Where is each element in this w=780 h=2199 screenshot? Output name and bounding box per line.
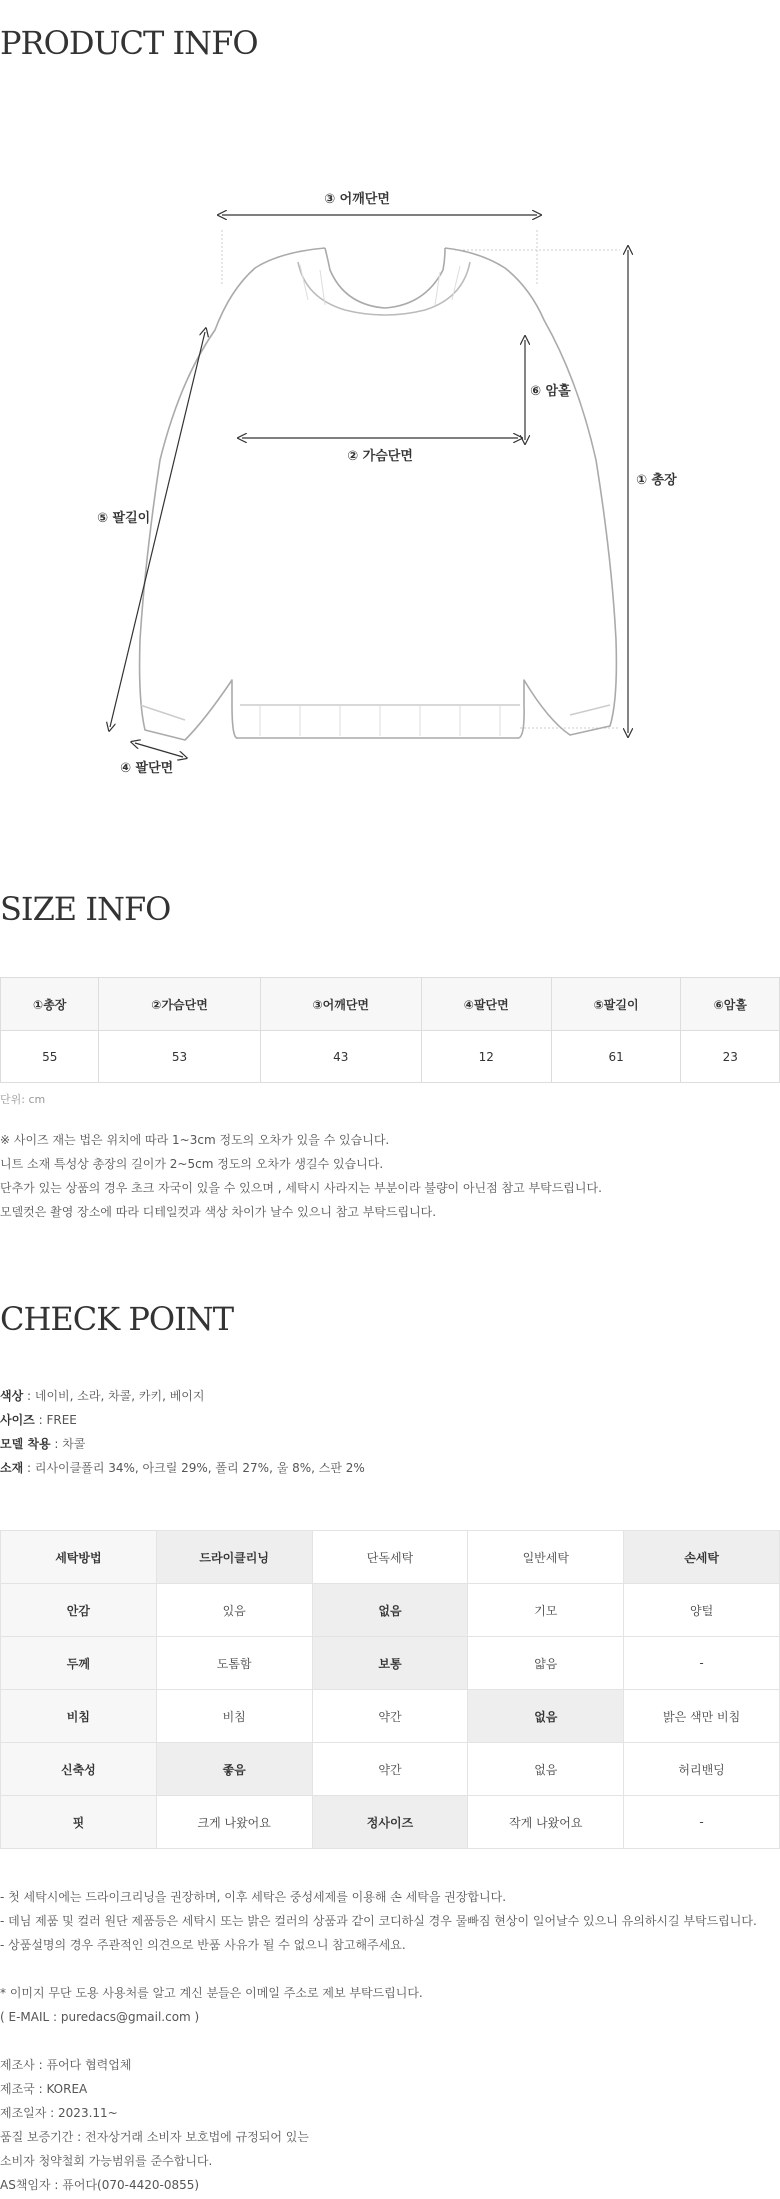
check-cell: 비침 bbox=[156, 1690, 312, 1743]
check-cell: 양털 bbox=[624, 1584, 780, 1637]
unit-label: 단위: cm bbox=[0, 1093, 46, 1106]
size-value: 55 bbox=[1, 1031, 99, 1083]
check-cell: 정사이즈 bbox=[312, 1796, 468, 1849]
footer-line: 소비자 청약철회 가능범위를 준수합니다. bbox=[0, 2154, 213, 2168]
check-cell: 없음 bbox=[468, 1690, 624, 1743]
size-header: ④팔단면 bbox=[421, 978, 551, 1031]
size-header: ⑥암홀 bbox=[681, 978, 780, 1031]
check-cell: 약간 bbox=[312, 1743, 468, 1796]
size-header: ②가슴단면 bbox=[99, 978, 260, 1031]
size-value: 43 bbox=[260, 1031, 421, 1083]
note-line: 단추가 있는 상품의 경우 초크 자국이 있을 수 있으며 , 세탁시 사라지는 부분이라 불량이 아닌점 참고 부탁드립니다. bbox=[0, 1181, 602, 1195]
armhole-label: ⑥ 암홀 bbox=[530, 384, 571, 399]
check-row bbox=[1, 1796, 780, 1849]
footer-line: * 이미지 무단 도용 사용처를 알고 계신 분들은 이메일 주소로 제보 부탁드립니다. bbox=[0, 1986, 423, 2000]
note-line: ※ 사이즈 재는 법은 위치에 따라 1~3cm 정도의 오차가 있을 수 있습니다. bbox=[0, 1133, 390, 1147]
footer-spacer bbox=[0, 2029, 757, 2053]
check-cell: - bbox=[624, 1796, 780, 1849]
footer-line: AS책임자 : 퓨어다(070-4420-0855) bbox=[0, 2178, 200, 2192]
size-value: 53 bbox=[99, 1031, 260, 1083]
sleeve-width-arrow bbox=[135, 743, 183, 757]
check-cell: 일반세탁 bbox=[468, 1531, 624, 1584]
product-spec-list bbox=[0, 1384, 365, 1480]
check-row bbox=[1, 1637, 780, 1690]
spec-color: 색상 : 네이비, 소라, 차콜, 카키, 베이지 bbox=[0, 1389, 205, 1403]
check-row-header: 비침 bbox=[1, 1690, 157, 1743]
check-cell: 없음 bbox=[468, 1743, 624, 1796]
check-row-header: 신축성 bbox=[1, 1743, 157, 1796]
check-cell: 있음 bbox=[156, 1584, 312, 1637]
sleeve-length-label: ⑤ 팔길이 bbox=[97, 511, 151, 526]
footer-line: - 상품설명의 경우 주관적인 의견으로 반품 사유가 될 수 없으니 참고해주세요. bbox=[0, 1938, 406, 1952]
spec-material: 소재 : 리사이클폴리 34%, 아크릴 29%, 폴리 27%, 울 8%, 스판 2% bbox=[0, 1461, 365, 1475]
check-row bbox=[1, 1743, 780, 1796]
check-cell: 없음 bbox=[312, 1584, 468, 1637]
check-cell: 손세탁 bbox=[624, 1531, 780, 1584]
check-cell: 단독세탁 bbox=[312, 1531, 468, 1584]
check-row bbox=[1, 1584, 780, 1637]
size-notes bbox=[0, 1128, 602, 1224]
note-line: 니트 소재 특성상 총장의 길이가 2~5cm 정도의 오차가 생길수 있습니다. bbox=[0, 1157, 384, 1171]
check-cell: 좋음 bbox=[156, 1743, 312, 1796]
check-cell: 허리밴딩 bbox=[624, 1743, 780, 1796]
check-row-header: 세탁방법 bbox=[1, 1531, 157, 1584]
size-table-value-row bbox=[1, 1031, 780, 1083]
size-table bbox=[0, 977, 780, 1083]
sleeve-length-arrow bbox=[110, 332, 205, 727]
size-table-header-row bbox=[1, 978, 780, 1031]
product-info-heading: PRODUCT INFO bbox=[0, 24, 258, 62]
check-point-heading: CHECK POINT bbox=[0, 1300, 234, 1338]
spec-size: 사이즈 : FREE bbox=[0, 1413, 77, 1427]
footer-spacer bbox=[0, 1957, 757, 1981]
check-cell: 드라이클리닝 bbox=[156, 1531, 312, 1584]
check-cell: 보통 bbox=[312, 1637, 468, 1690]
size-value: 23 bbox=[681, 1031, 780, 1083]
footer-line: 제조사 : 퓨어다 협력업체 bbox=[0, 2058, 132, 2072]
check-row-header: 핏 bbox=[1, 1796, 157, 1849]
check-row bbox=[1, 1531, 780, 1584]
check-cell: 도톰함 bbox=[156, 1637, 312, 1690]
shoulder-label: ③ 어깨단면 bbox=[324, 192, 390, 207]
length-label: ① 총장 bbox=[636, 473, 677, 488]
sleeve-width-label: ④ 팔단면 bbox=[120, 761, 174, 776]
chest-label: ② 가슴단면 bbox=[347, 449, 413, 464]
check-row-header: 안감 bbox=[1, 1584, 157, 1637]
check-cell: 크게 나왔어요 bbox=[156, 1796, 312, 1849]
size-info-heading: SIZE INFO bbox=[0, 890, 171, 928]
footer-notes bbox=[0, 1885, 757, 2197]
size-header: ③어깨단면 bbox=[260, 978, 421, 1031]
check-cell: 약간 bbox=[312, 1690, 468, 1743]
size-value: 61 bbox=[551, 1031, 681, 1083]
check-cell: 얇음 bbox=[468, 1637, 624, 1690]
size-header: ⑤팔길이 bbox=[551, 978, 681, 1031]
check-row-header: 두께 bbox=[1, 1637, 157, 1690]
check-cell: - bbox=[624, 1637, 780, 1690]
size-value: 12 bbox=[421, 1031, 551, 1083]
footer-line: 제조일자 : 2023.11~ bbox=[0, 2106, 118, 2120]
footer-line: 품질 보증기간 : 전자상거래 소비자 보호법에 규정되어 있는 bbox=[0, 2130, 309, 2144]
footer-line: - 데님 제품 및 컬러 원단 제품등은 세탁시 또는 밝은 컬러의 상품과 같이 코디하실 경우 물빠짐 현상이 일어날수 있으니 유의하시길 부탁드립니다. bbox=[0, 1914, 757, 1928]
sweater-measurement-diagram bbox=[0, 170, 780, 790]
check-row bbox=[1, 1690, 780, 1743]
check-cell: 작게 나왔어요 bbox=[468, 1796, 624, 1849]
check-cell: 기모 bbox=[468, 1584, 624, 1637]
footer-line: - 첫 세탁시에는 드라이크리닝을 권장하며, 이후 세탁은 중성세제를 이용해 손 세탁을 권장합니다. bbox=[0, 1890, 507, 1904]
footer-line: 제조국 : KOREA bbox=[0, 2082, 88, 2096]
check-cell: 밝은 색만 비침 bbox=[624, 1690, 780, 1743]
sweater-illustration bbox=[140, 248, 617, 740]
check-point-table bbox=[0, 1530, 780, 1849]
size-header: ①총장 bbox=[1, 978, 99, 1031]
note-line: 모델컷은 촬영 장소에 따라 디테일컷과 색상 차이가 날수 있으니 참고 부탁드립니다. bbox=[0, 1205, 437, 1219]
spec-model: 모델 착용 : 차콜 bbox=[0, 1437, 86, 1451]
footer-email: ( E-MAIL : puredacs@gmail.com ) bbox=[0, 2010, 200, 2024]
